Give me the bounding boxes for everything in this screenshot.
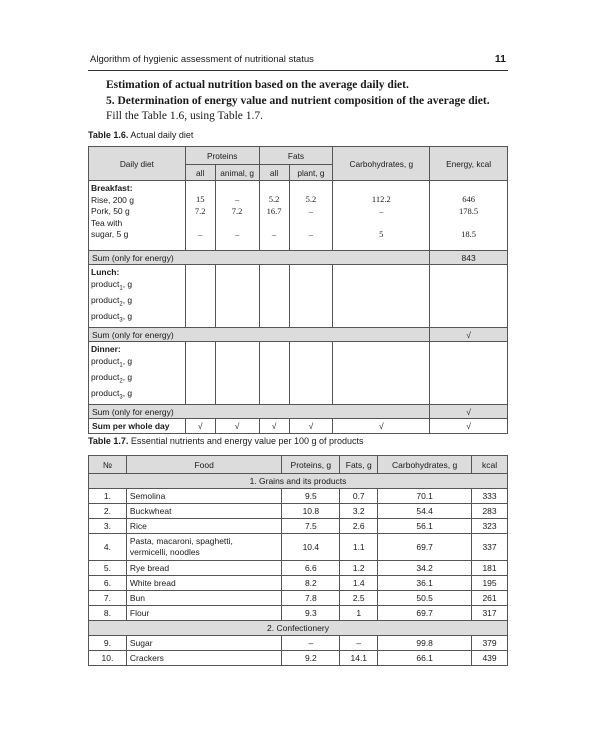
section-heading: 2. Confectionery xyxy=(89,621,508,636)
table17-caption xyxy=(88,436,364,446)
table-cell: 6.6 xyxy=(282,561,340,576)
lunch-row: Lunch: product$_1$, g product$_2$, g product$_3$, g xyxy=(89,265,508,328)
check-mark: √ xyxy=(259,419,289,434)
cell: 7.2 xyxy=(231,205,243,216)
table-cell: 379 xyxy=(472,636,508,651)
table-row xyxy=(89,519,508,534)
sum-row-breakfast xyxy=(89,251,508,265)
sum-whole-day-label: Sum per whole day xyxy=(89,419,186,434)
cell: – xyxy=(308,228,314,239)
table-cell: 181 xyxy=(472,561,508,576)
table-cell: 69.7 xyxy=(378,606,472,621)
food-name: Pasta, macaroni, spaghetti, xyxy=(129,536,233,546)
cell: 5.2 xyxy=(268,194,280,204)
table-row xyxy=(89,651,508,666)
table-cell: 66.1 xyxy=(378,651,472,666)
page-number: 11 xyxy=(494,53,506,65)
cell: 18.5 xyxy=(461,228,477,239)
table-cell xyxy=(126,534,282,561)
table-cell: 50.5 xyxy=(378,591,472,606)
intro-line-1: Estimation of actual nutrition based on the average daily diet. xyxy=(106,79,409,91)
table-cell: 3.2 xyxy=(340,504,378,519)
table-1-7 xyxy=(88,455,508,666)
table-cell: 323 xyxy=(472,519,508,534)
table-cell: 195 xyxy=(472,576,508,591)
sum-label: Sum (only for energy) xyxy=(89,405,430,419)
sum-whole-day-row xyxy=(89,419,508,434)
table-cell: 0.7 xyxy=(340,489,378,504)
table-cell: 261 xyxy=(472,591,508,606)
col-proteins: Proteins, g xyxy=(282,456,340,474)
table16-caption-text: Actual daily diet xyxy=(130,130,194,140)
col-fats: Fats, g xyxy=(340,456,378,474)
table-cell: 2.5 xyxy=(340,591,378,606)
table-cell: 2. xyxy=(89,504,127,519)
cell: – xyxy=(308,205,314,216)
table-row xyxy=(89,561,508,576)
table-row xyxy=(89,576,508,591)
table-cell: 1.4 xyxy=(340,576,378,591)
table16-caption xyxy=(88,130,193,140)
sum-label: Sum (only for energy) xyxy=(89,328,430,342)
table-cell: 7. xyxy=(89,591,127,606)
table-cell: Rye bread xyxy=(126,561,282,576)
cell: 5.2 xyxy=(305,194,317,204)
check-mark: √ xyxy=(333,419,430,434)
cell: 5 xyxy=(379,228,384,239)
table-cell: 69.7 xyxy=(378,534,472,561)
check-mark: √ xyxy=(215,419,259,434)
cell: – xyxy=(271,228,277,239)
breakfast-item: sugar, 5 g xyxy=(91,229,129,239)
sum-label: Sum (only for energy) xyxy=(89,251,430,265)
table-row xyxy=(89,504,508,519)
col-number: № xyxy=(89,456,127,474)
dinner-row: Dinner: product$_1$, g product$_2$, g product$_3$, g xyxy=(89,342,508,405)
breakfast-item: Tea with xyxy=(91,217,123,228)
table-row xyxy=(89,489,508,504)
table-cell: – xyxy=(282,636,340,651)
table-cell: 9.2 xyxy=(282,651,340,666)
breakfast-row xyxy=(89,181,508,251)
table-cell: 1.2 xyxy=(340,561,378,576)
table-cell: 70.1 xyxy=(378,489,472,504)
cell: – xyxy=(234,228,240,239)
table-cell: Bun xyxy=(126,591,282,606)
breakfast-item: Pork, 50 g xyxy=(91,206,130,216)
dinner-title: Dinner: xyxy=(91,344,121,355)
table-cell: 8.2 xyxy=(282,576,340,591)
cell: 646 xyxy=(462,194,475,204)
table-cell: 9. xyxy=(89,636,127,651)
table-cell: 54.4 xyxy=(378,504,472,519)
table-cell: 3. xyxy=(89,519,127,534)
table-cell: 1 xyxy=(340,606,378,621)
cell: – xyxy=(198,228,203,239)
table-cell: Crackers xyxy=(126,651,282,666)
col-fats: Fats xyxy=(259,147,333,165)
table-cell: 56.1 xyxy=(378,519,472,534)
table-cell: 337 xyxy=(472,534,508,561)
table-cell: Rice xyxy=(126,519,282,534)
table16-caption-label: Table 1.6. xyxy=(88,130,129,140)
table-cell: – xyxy=(340,636,378,651)
table-cell: White bread xyxy=(126,576,282,591)
table-cell: Semolina xyxy=(126,489,282,504)
table-cell: 283 xyxy=(472,504,508,519)
breakfast-title: Breakfast: xyxy=(91,183,133,193)
section-heading: 1. Grains and its products xyxy=(89,474,508,489)
cell: 16.7 xyxy=(266,205,282,216)
lunch-title: Lunch: xyxy=(91,267,120,277)
table-cell: 34.2 xyxy=(378,561,472,576)
breakfast-item: Rise, 200 g xyxy=(91,194,134,205)
col-kcal: kcal xyxy=(472,456,508,474)
table-cell: 10.8 xyxy=(282,504,340,519)
table-cell: 439 xyxy=(472,651,508,666)
sum-value: 843 xyxy=(430,251,508,265)
table-cell: 7.8 xyxy=(282,591,340,606)
col-proteins-all: all xyxy=(185,165,215,181)
sum-row-dinner xyxy=(89,405,508,419)
table-cell: 333 xyxy=(472,489,508,504)
table17-caption-text: Essential nutrients and energy value per 100 g of products xyxy=(130,436,364,446)
table-cell: 1. xyxy=(89,489,127,504)
sum-row-lunch xyxy=(89,328,508,342)
intro-line-2: 5. Determination of energy value and nutrient composition of the average diet. xyxy=(106,94,490,107)
intro-line-3: Fill the Table 1.6, using Table 1.7. xyxy=(106,110,264,122)
table-cell: Sugar xyxy=(126,636,282,651)
cell: – xyxy=(379,205,384,216)
table-cell: 10.4 xyxy=(282,534,340,561)
cell: 112.2 xyxy=(371,194,391,204)
table-cell: 8. xyxy=(89,606,127,621)
cell: 15 xyxy=(195,194,205,204)
table-cell: Buckwheat xyxy=(126,504,282,519)
header-rule xyxy=(88,70,508,71)
col-proteins-animal: animal, g xyxy=(215,165,259,181)
table-cell: 99.8 xyxy=(378,636,472,651)
col-food: Food xyxy=(126,456,282,474)
table-cell: 2.6 xyxy=(340,519,378,534)
table-cell: 6. xyxy=(89,576,127,591)
cell: – xyxy=(234,194,240,204)
col-carbohydrates: Carbohydrates, g xyxy=(333,147,430,181)
col-energy: Energy, kcal xyxy=(430,147,508,181)
table-cell: 5. xyxy=(89,561,127,576)
table-cell: 14.1 xyxy=(340,651,378,666)
table-cell: 1.1 xyxy=(340,534,378,561)
sum-value: √ xyxy=(430,328,508,342)
food-name-continued: vermicelli, noodles xyxy=(129,547,200,557)
table-1-6 xyxy=(88,146,508,434)
table-cell: 9.5 xyxy=(282,489,340,504)
table-cell: 317 xyxy=(472,606,508,621)
col-carbohydrates: Carbohydrates, g xyxy=(378,456,472,474)
table-row xyxy=(89,534,508,561)
col-proteins: Proteins xyxy=(185,147,259,165)
col-daily-diet: Daily diet xyxy=(89,147,186,181)
check-mark: √ xyxy=(185,419,215,434)
table-row xyxy=(89,636,508,651)
check-mark: √ xyxy=(289,419,333,434)
table-row xyxy=(89,606,508,621)
col-fats-plant: plant, g xyxy=(289,165,333,181)
sum-value: √ xyxy=(430,405,508,419)
table-row xyxy=(89,591,508,606)
running-title: Algorithm of hygienic assessment of nutritional status xyxy=(90,54,314,65)
table17-caption-label: Table 1.7. xyxy=(88,436,129,446)
table-cell: 7.5 xyxy=(282,519,340,534)
running-header xyxy=(90,52,508,68)
table-cell: 4. xyxy=(89,534,127,561)
table-cell: 36.1 xyxy=(378,576,472,591)
table-cell: 10. xyxy=(89,651,127,666)
table-cell: 9.3 xyxy=(282,606,340,621)
intro-text xyxy=(106,78,516,125)
col-fats-all: all xyxy=(259,165,289,181)
table-cell: Flour xyxy=(126,606,282,621)
cell: 178.5 xyxy=(459,205,479,216)
cell: 7.2 xyxy=(194,205,206,216)
check-mark: √ xyxy=(430,419,508,434)
